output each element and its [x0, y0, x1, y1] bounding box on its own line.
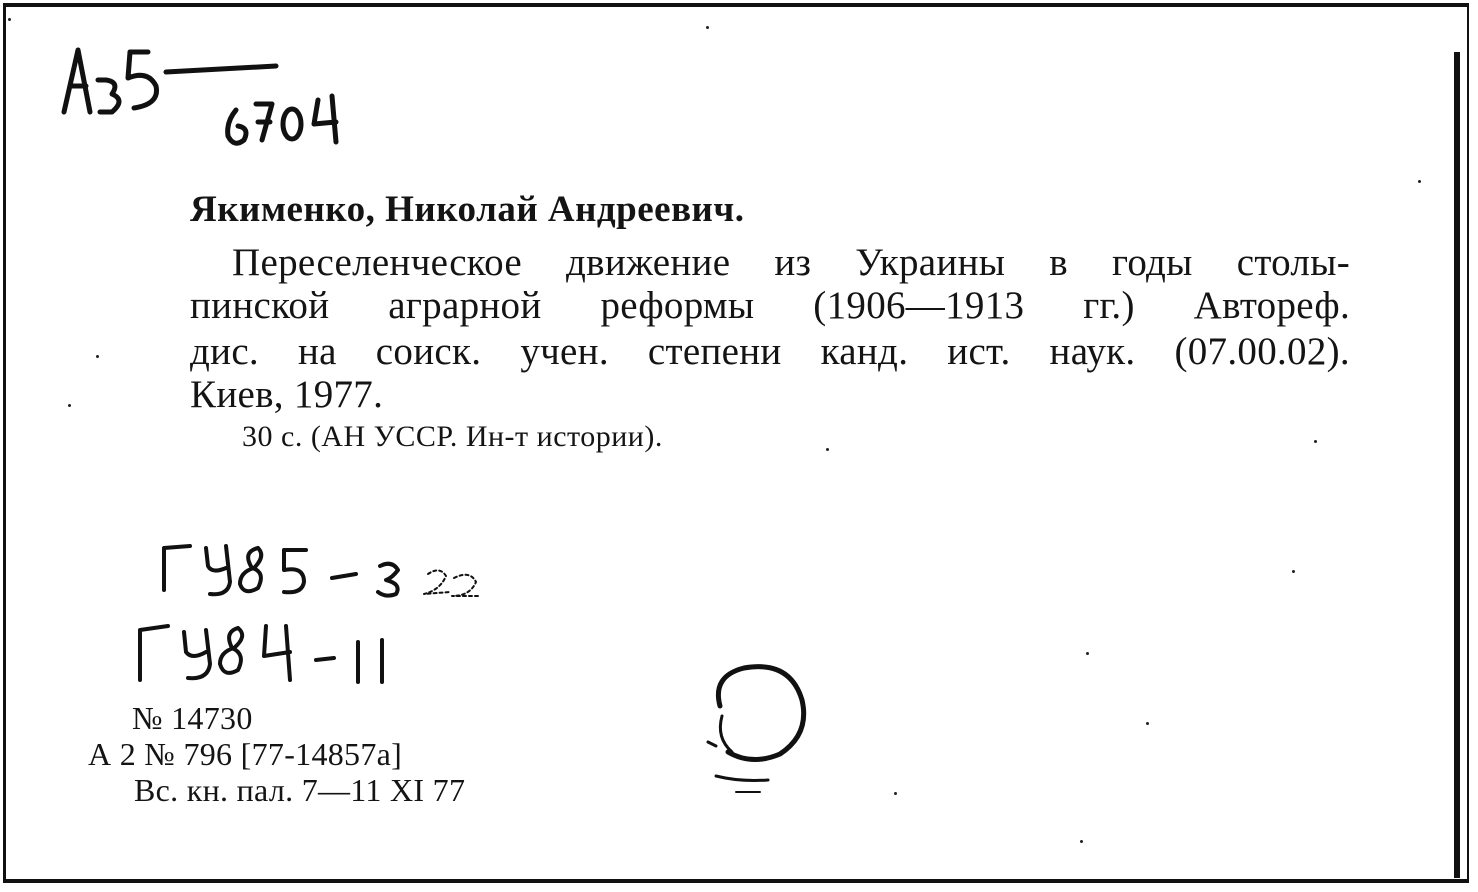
- registry-number: № 14730: [132, 700, 253, 736]
- description-line: дис. на соиск. учен. степени канд. ист. наук. (07.00.02).: [190, 330, 1350, 373]
- handwritten-code-1: [164, 546, 480, 596]
- author-name: Якименко, Николай Андреевич.: [190, 189, 745, 230]
- scan-speck: [1292, 570, 1295, 573]
- scan-speck: [68, 404, 71, 407]
- description-line: пинской аграрной реформы (1906—1913 гг.) Автореф.: [190, 284, 1350, 327]
- scan-speck: [8, 18, 11, 21]
- scan-speck: [1314, 440, 1317, 443]
- scan-speck: [894, 792, 897, 795]
- handwritten-call-number: [64, 50, 336, 143]
- scan-speck: [1418, 180, 1421, 183]
- registry-code: А 2 № 796 [77-14857а]: [88, 736, 403, 772]
- scan-speck: [706, 26, 709, 29]
- registry-date: Вс. кн. пал. 7—11 XI 77: [134, 772, 466, 808]
- scan-speck: [1080, 840, 1083, 843]
- scan-speck: [1146, 722, 1149, 725]
- scan-speck: [826, 448, 829, 451]
- description-line: Киев, 1977.: [190, 373, 384, 416]
- description-line: Переселенческое движение из Украины в годы столы-: [232, 241, 1350, 284]
- hand-drawn-circle: [708, 667, 804, 792]
- scan-speck: [1086, 652, 1089, 655]
- pagination-series-line: 30 с. (АН УССР. Ин-т истории).: [242, 420, 663, 453]
- scan-speck: [96, 355, 99, 358]
- handwritten-code-2: [140, 626, 382, 682]
